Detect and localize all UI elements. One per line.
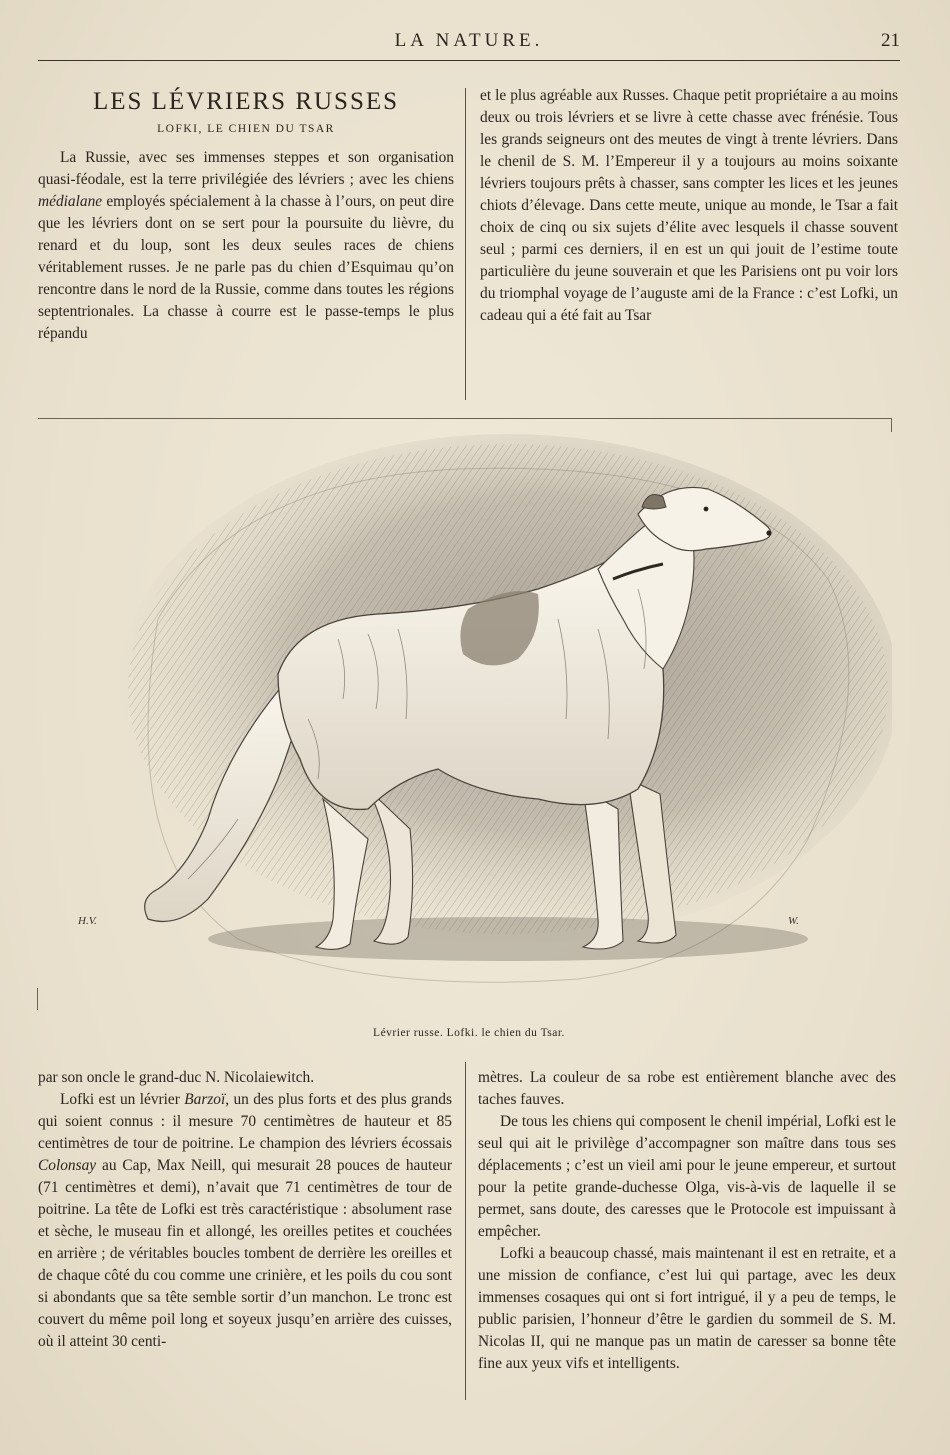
paragraph-4: Lofki a beaucoup chassé, mais maintenant il est en retraite, et a une mission de confiance, c’est lui qui partage, avec les deux immenses cosaques qui ont si fort intrigué, il y a peu de temps, le public parisien, l’honneur d’être le gardien du sommeil de S. M. Nicolas II, qui ne manque pas un matin de caresser sa bonne tête fine aux yeux vifs et intelligents.	[478, 1245, 896, 1372]
column-top-left	[38, 88, 454, 345]
running-title: LA NATURE.	[394, 30, 544, 51]
ground-shadow	[208, 917, 808, 961]
running-head	[38, 28, 900, 58]
column-top-right	[480, 85, 898, 327]
article-subtitle: LOFKI, LE CHIEN DU TSAR	[157, 123, 335, 135]
header-rule	[38, 60, 900, 61]
borzoi-engraving	[38, 419, 892, 1009]
column-bottom-right	[478, 1067, 896, 1375]
column-divider-top	[465, 88, 466, 400]
page-number: 21	[881, 30, 900, 51]
paragraph-2-text-b: , un des plus forts et des plus grands qui soient connus : il mesure 70 centimètres de hauteur et 85 centimètres de tour de poitrine. Le champion des lévriers écossais	[38, 1091, 452, 1152]
paragraph-1-italic: médialane	[38, 193, 103, 210]
column-divider-bottom	[465, 1062, 466, 1400]
paragraph-2-italic-colonsay: Colonsay	[38, 1157, 97, 1174]
paragraph-2	[38, 1089, 452, 1353]
paragraph-1-end: par son oncle le grand-duc N. Nicolaiewitch.	[38, 1069, 315, 1086]
paragraph-1-text-a: La Russie, avec ses immenses steppes et son organisation quasi-féodale, est la terre privilégiée des lévriers ; avec les chiens	[38, 149, 454, 188]
column-bottom-left	[38, 1067, 452, 1353]
figure-caption: Lévrier russe. Lofki. le chien du Tsar.	[373, 1027, 565, 1039]
engraver-signature: H.V.	[78, 915, 97, 927]
article-title: LES LÉVRIERS RUSSES	[92, 88, 400, 115]
figure-frame	[38, 418, 892, 1008]
paragraph-2-text-a: Lofki est un lévrier	[60, 1091, 185, 1108]
artist-signature: W.	[788, 915, 799, 927]
paragraph-2-italic-barzoi: Barzoï	[184, 1091, 226, 1108]
paragraph-3: De tous les chiens qui composent le chenil impérial, Lofki est le seul qui ait le privilège d’accompagner son maître dans tous ses déplacements ; c’est un vieil ami pour le jeune empereur, et surtout pour la petite grande-duchesse Olga, vis-à-vis de laquelle il se permet, sans doute, des caresses que le Protocole est impuissant à empêcher.	[478, 1113, 896, 1240]
paragraph-1-text-b: employés spécialement à la chasse à l’ours, on peut dire que les lévriers dont on se sert pour la poursuite du lièvre, du renard et du loup, sont les deux seules races de chiens véritablement russes. Je ne parle pas du chien d’Esquimau qu’on rencontre dans le nord de la Russie, comme dans toutes les régions septentrionales. La chasse à courre est le passe-temps le plus répandu	[38, 193, 454, 342]
paragraph-2-continued: mètres. La couleur de sa robe est entièrement blanche avec des taches fauves.	[478, 1069, 896, 1108]
paragraph-1	[38, 147, 454, 345]
paragraph-2-text-c: au Cap, Max Neill, qui mesurait 28 pouces de hauteur (71 centimètres et demi), n’avait que 71 centimètres de tour de poitrine. La tête de Lofki est très caractéristique : absolument rase et sèche, le museau fin et allongé, les oreilles petites et couchées en arrière ; de véritables boucles tombent de derrière les oreilles et de chaque côté du cou comme une crinière, et les poils du cou sont si abondants que sa tête semble sortir d’un manchon. Le tronc est couvert du même poil long et soyeux jusqu’en arrière des cuisses, où il atteint 30 centi-	[38, 1157, 452, 1350]
paragraph-1-continued: et le plus agréable aux Russes. Chaque petit propriétaire a au moins deux ou trois lévriers et se livre à cette chasse avec frénésie. Tous les grands seigneurs ont des meutes de vingt à trente lévriers. Dans le chenil de S. M. l’Empereur il y a toujours au moins soixante lévriers toujours prêts à chasser, sans compter les lices et les jeunes chiots d’élevage. Dans cette meute, unique au monde, le Tsar a fait choix de cinq ou six sujets d’élite avec lesquels il chasse souvent seul ; parmi ces derniers, il en est un qui jouit de l’estime toute particulière du jeune souverain et que les Parisiens ont pu voir lors du triomphal voyage de l’auguste ami de la France : c’est Lofki, un cadeau qui a été fait au Tsar	[480, 87, 898, 324]
